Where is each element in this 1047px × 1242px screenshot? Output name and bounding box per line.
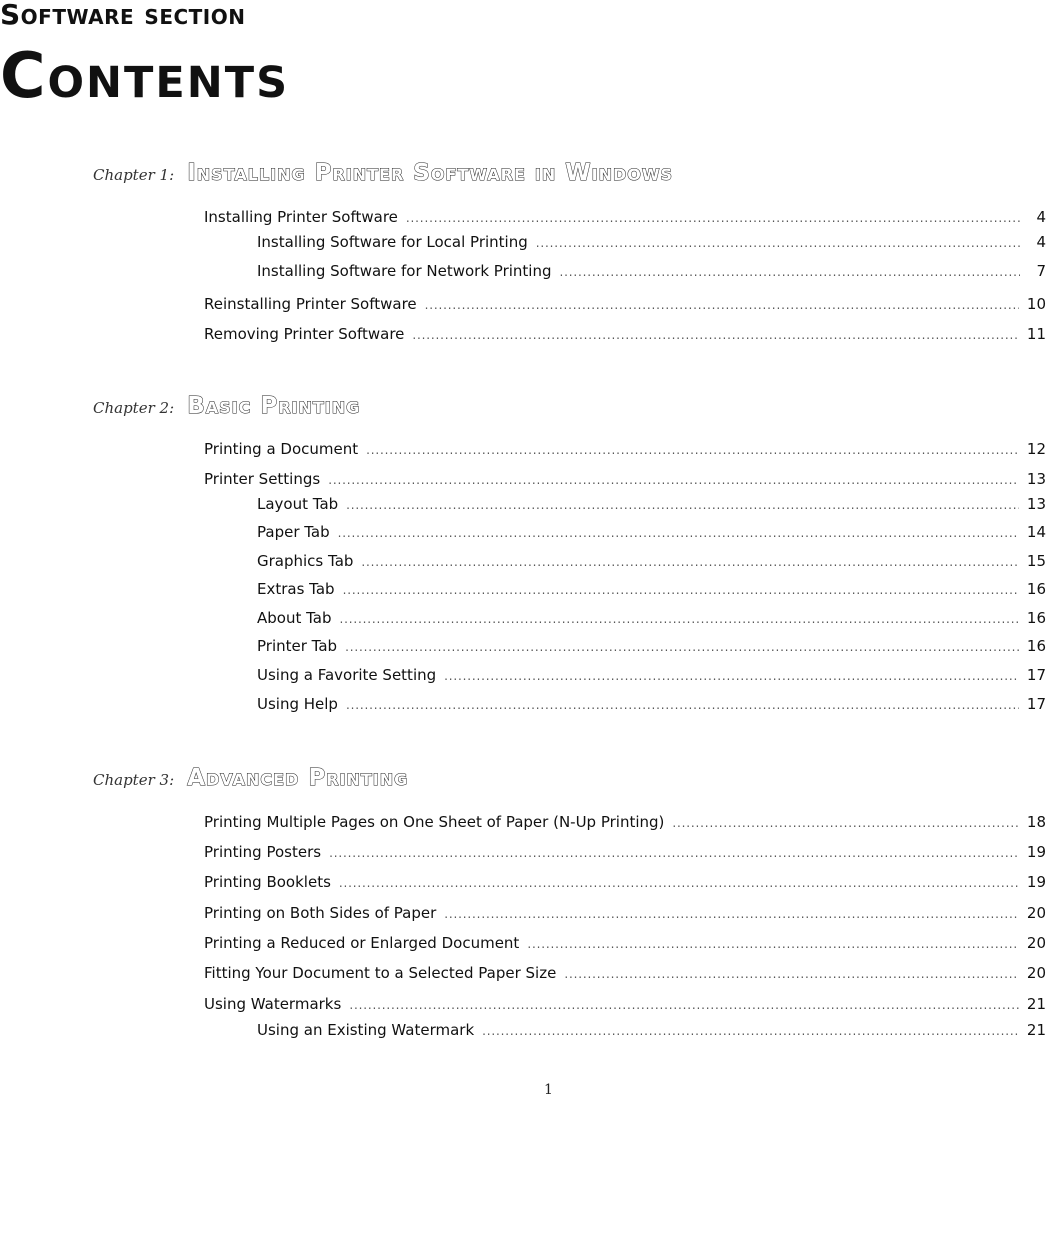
toc-entry-label: Printing Booklets (204, 873, 331, 891)
toc-entry[interactable] (204, 933, 1046, 953)
dot-leader (345, 637, 1019, 657)
toc-entry-label: Paper Tab (257, 523, 330, 541)
dot-leader (366, 440, 1019, 460)
toc-entry-label: Printing a Document (204, 440, 359, 458)
toc-entry[interactable] (204, 994, 1046, 1014)
toc-entry-page: 12 (1026, 440, 1046, 458)
toc-entry[interactable] (257, 232, 1046, 252)
toc-entry[interactable] (257, 579, 1046, 599)
dot-leader (338, 523, 1019, 543)
toc-entry-page: 18 (1026, 813, 1046, 831)
toc-entry-page: 4 (1036, 233, 1046, 251)
chapter-label: Chapter 2: (93, 399, 175, 417)
section-header: Software section (0, 0, 246, 31)
chapter-heading (93, 765, 1033, 795)
toc-entry[interactable] (204, 324, 1046, 344)
toc-entry-page: 13 (1026, 470, 1046, 488)
toc-entry-label: Installing Software for Network Printing (257, 262, 552, 280)
toc-entry-label: Using Help (257, 695, 338, 713)
page-title: Contents (0, 39, 290, 112)
toc-entry-label: Printing a Reduced or Enlarged Document (204, 934, 520, 952)
dot-leader (346, 695, 1019, 715)
toc-entry[interactable] (204, 207, 1046, 227)
page-number: 1 (544, 1082, 553, 1098)
dot-leader (444, 666, 1019, 686)
toc-entry-label: Printing Posters (204, 843, 322, 861)
dot-leader (340, 609, 1019, 629)
toc-entry[interactable] (257, 636, 1046, 656)
toc-entry[interactable] (204, 294, 1046, 314)
toc-entry[interactable] (204, 439, 1046, 459)
toc-entry-page: 21 (1026, 1021, 1046, 1039)
toc-entry-label: About Tab (257, 609, 332, 627)
toc-entry-label: Removing Printer Software (204, 325, 405, 343)
dot-leader (444, 904, 1019, 924)
dot-leader (328, 470, 1019, 490)
chapter-title: Basic Printing (187, 393, 361, 419)
dot-leader (560, 262, 1021, 282)
dot-leader (346, 495, 1019, 515)
chapter-heading (93, 393, 1033, 423)
toc-entry[interactable] (204, 872, 1046, 892)
toc-entry[interactable] (257, 522, 1046, 542)
toc-entry-label: Fitting Your Document to a Selected Paper Size (204, 964, 557, 982)
toc-entry-page: 19 (1026, 873, 1046, 891)
toc-entry-label: Printer Tab (257, 637, 338, 655)
toc-entry[interactable] (204, 903, 1046, 923)
toc-entry[interactable] (257, 261, 1046, 281)
toc-entry-page: 7 (1036, 262, 1046, 280)
toc-entry-label: Printing on Both Sides of Paper (204, 904, 437, 922)
toc-entry-label: Installing Software for Local Printing (257, 233, 528, 251)
toc-entry-page: 13 (1026, 495, 1046, 513)
dot-leader (339, 873, 1019, 893)
toc-entry[interactable] (257, 1020, 1046, 1040)
toc-entry-label: Using a Favorite Setting (257, 666, 437, 684)
toc-entry[interactable] (204, 963, 1046, 983)
toc-entry-label: Reinstalling Printer Software (204, 295, 417, 313)
toc-entry-page: 20 (1026, 964, 1046, 982)
toc-entry-label: Using Watermarks (204, 995, 342, 1013)
toc-entry[interactable] (204, 469, 1046, 489)
toc-entry-page: 11 (1026, 325, 1046, 343)
toc-entry[interactable] (257, 494, 1046, 514)
dot-leader (343, 580, 1019, 600)
dot-leader (361, 552, 1019, 572)
toc-entry-label: Layout Tab (257, 495, 339, 513)
toc-entry-label: Graphics Tab (257, 552, 354, 570)
dot-leader (536, 233, 1020, 253)
toc-entry-label: Extras Tab (257, 580, 335, 598)
toc-entry-page: 17 (1026, 695, 1046, 713)
toc-entry[interactable] (257, 665, 1046, 685)
chapter-title: Advanced Printing (187, 765, 409, 791)
toc-entry-page: 21 (1026, 995, 1046, 1013)
chapter-heading (93, 160, 1033, 190)
dot-leader (672, 813, 1019, 833)
dot-leader (349, 995, 1019, 1015)
toc-entry[interactable] (204, 812, 1046, 832)
toc-entry-page: 20 (1026, 934, 1046, 952)
toc-entry-page: 10 (1026, 295, 1046, 313)
toc-entry-page: 16 (1026, 637, 1046, 655)
dot-leader (482, 1021, 1019, 1041)
chapter-title: Installing Printer Software in Windows (187, 160, 674, 186)
dot-leader (425, 295, 1019, 315)
toc-entry-page: 4 (1036, 208, 1046, 226)
dot-leader (412, 325, 1019, 345)
toc-entry-page: 16 (1026, 609, 1046, 627)
chapter-label: Chapter 1: (93, 166, 175, 184)
toc-entry[interactable] (257, 694, 1046, 714)
toc-entry[interactable] (257, 551, 1046, 571)
chapter-label: Chapter 3: (93, 771, 175, 789)
dot-leader (527, 934, 1019, 954)
toc-entry-page: 16 (1026, 580, 1046, 598)
toc-entry-label: Printer Settings (204, 470, 321, 488)
dot-leader (564, 964, 1019, 984)
toc-entry-page: 20 (1026, 904, 1046, 922)
toc-entry-page: 14 (1026, 523, 1046, 541)
toc-entry-label: Using an Existing Watermark (257, 1021, 475, 1039)
toc-entry-label: Installing Printer Software (204, 208, 398, 226)
toc-entry-label: Printing Multiple Pages on One Sheet of Paper (N-Up Printing) (204, 813, 665, 831)
toc-entry[interactable] (204, 842, 1046, 862)
toc-entry-page: 17 (1026, 666, 1046, 684)
toc-entry[interactable] (257, 608, 1046, 628)
toc-entry-page: 19 (1026, 843, 1046, 861)
dot-leader (329, 843, 1019, 863)
dot-leader (406, 208, 1020, 228)
toc-entry-page: 15 (1026, 552, 1046, 570)
